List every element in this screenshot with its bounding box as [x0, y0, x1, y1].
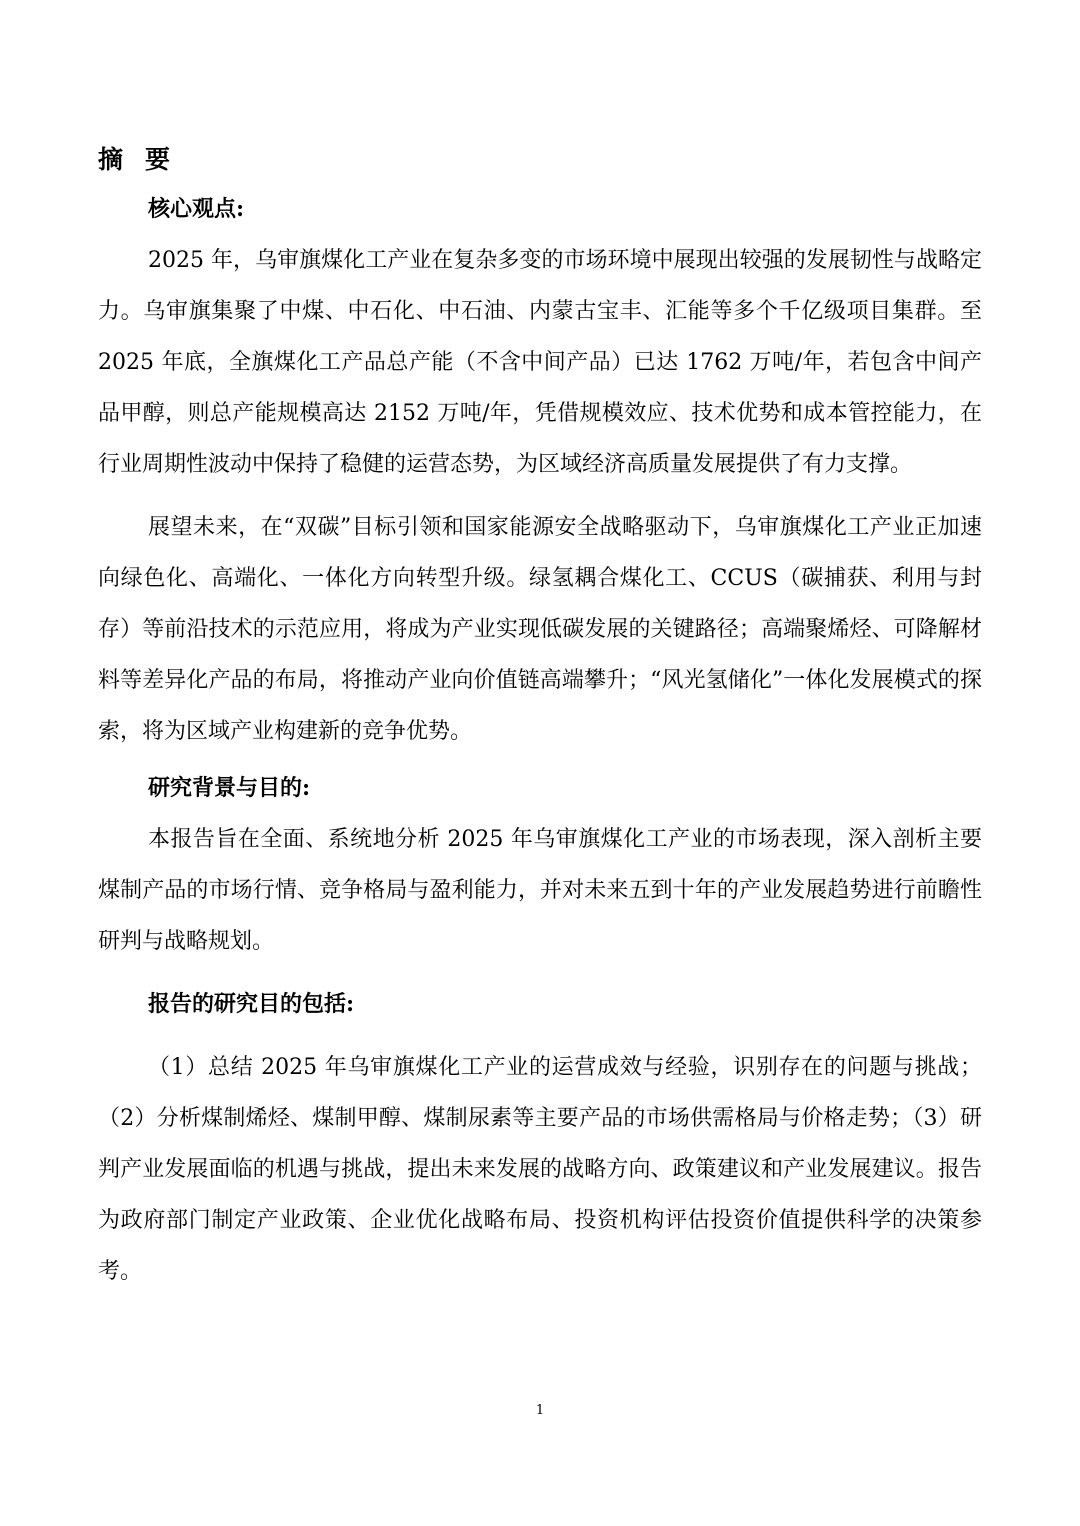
section-label-goals: 报告的研究目的包括: — [148, 991, 355, 1017]
page-title: 摘要 — [98, 145, 193, 174]
paragraph-core-view-1: 2025 年，乌审旗煤化工产业在复杂多变的市场环境中展现出较强的发展韧性与战略定力。乌审旗集聚了中煤、中石化、中石油、内蒙古宝丰、汇能等多个千亿级项目集群。至 2025 年底，全旗煤化工产品总产能（不含中间产品）已达 1762 万吨/年，若包含中间产品甲醇，则总产能规模高达 2152 万吨/年，凭借规模效应、技术优势和成本管控能力，在行业周期性波动中保持了稳健的运营态势，为区域经济高质量发展提供了有力支撑。 — [98, 248, 982, 477]
section-label-core-view: 核心观点: — [148, 196, 245, 222]
paragraph-core-view-2: 展望未来，在“双碳”目标引领和国家能源安全战略驱动下，乌审旗煤化工产业正加速向绿色化、高端化、一体化方向转型升级。绿氢耦合煤化工、CCUS（碳捕获、利用与封存）等前沿技术的示范应用，将成为产业实现低碳发展的关键路径；高端聚烯烃、可降解材料等差异化产品的布局，将推动产业向价值链高端攀升；“风光氢储化”一体化发展模式的探索，将为区域产业构建新的竞争优势。 — [98, 515, 982, 744]
paragraph-background: 本报告旨在全面、系统地分析 2025 年乌审旗煤化工产业的市场表现，深入剖析主要煤制产品的市场行情、竞争格局与盈利能力，并对未来五到十年的产业发展趋势进行前瞻性研判与战略规划。 — [98, 827, 982, 954]
page-content — [98, 140, 982, 1297]
section-label-background: 研究背景与目的: — [148, 775, 311, 801]
page-number: 1 — [535, 1403, 545, 1418]
paragraph-goals: （1）总结 2025 年乌审旗煤化工产业的运营成效与经验，识别存在的问题与挑战；（2）分析煤制烯烃、煤制甲醇、煤制尿素等主要产品的市场供需格局与价格走势；（3）研判产业发展面临的机遇与挑战，提出未来发展的战略方向、政策建议和产业发展建议。报告为政府部门制定产业政策、企业优化战略布局、投资机构评估投资价值提供科学的决策参考。 — [98, 1055, 982, 1284]
